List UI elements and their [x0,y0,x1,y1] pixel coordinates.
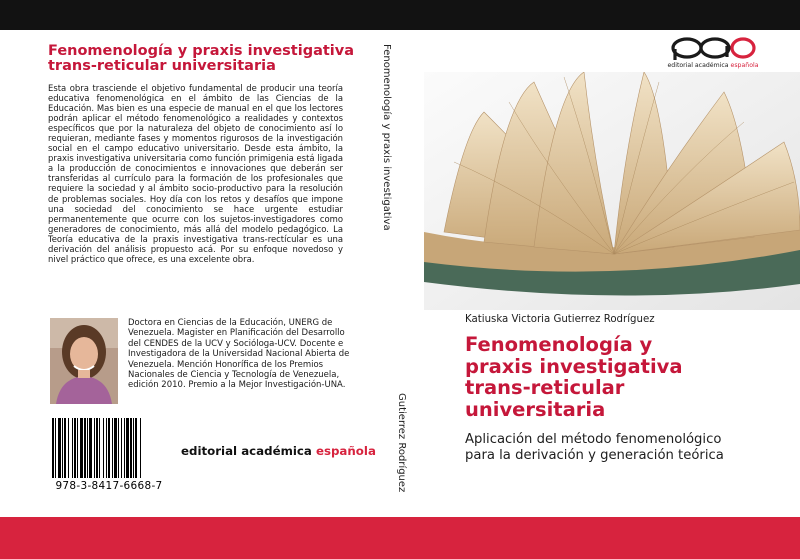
front-subtitle [465,432,785,464]
back-title-line-1: Fenomenología y praxis investigativa [48,43,355,59]
back-cover-blurb: Esta obra trasciende el objetivo fundamental de producir una teoría educativa fenomenológica en el ámbito de las Ciencias de la Educación. Mas bien es una especie de manual en el que los lectores podrán aplicar el método fenomenológico a realidades y contextos específicos que por la naturaleza del objeto de conocimiento así lo requieran, mediante fases y momentos rigurosos de la investigación social en el campo educativo universitario. Desde esta ámbito, la praxis investigativa universitaria como función primigenia está ligada a la producción de conocimientos e innovaciones que deberán ser transferidas al currículo para la formación de los profesionales que requiere la sociedad y al ámbito socio-productivo para la resolución de problemas sociales. Hoy día con los retos y desafíos que impone una sociedad del conocimiento se hace urgente estudiar permanentemente que ocurre con los sujetos-investigadores como generadores de conocimiento, más allá del modelo pedagógico. La Teoría educativa de la praxis investigativa trans-rectícular es una derivación del análisis propuesto acá. Por su enfoque novedoso y nivel práctico que ofrece, es una excelente obra. [48,83,343,264]
front-author: Katiuska Victoria Gutierrez Rodríguez [465,314,655,325]
front-title-line-4: universitaria [465,397,606,421]
isbn-barcode [50,418,168,480]
isbn-number: 978-3-8417-6668-7 [55,480,163,492]
top-bar [0,0,800,30]
front-title-line-1: Fenomenología y [465,333,653,356]
cover-photo-open-book [424,72,800,310]
spine-title-text: Fenomenología y praxis investigativa [381,44,392,231]
front-subtitle-line-2: para la derivación y generación teórica [465,448,724,463]
publisher-name-part-1: editorial académica [181,444,316,458]
publisher-name-part-2: española [315,444,376,458]
bottom-bar [0,517,800,559]
logo-text-part-1: editorial académica [667,62,731,69]
author-bio: Doctora en Ciencias de la Educación, UNERG de Venezuela. Magister en Planificación del Desarrollo del CENDES de la UCV y Socióloga-UCV. Docente e Investigadora de la Universidad Nacional Abierta de Venezuela. Mención Honorífica de los Premios Nacionales de Ciencia y Tecnología de Venezuela, edición 2010. Premio a la Mejor Investigación-UNA. [128,318,350,391]
logo-text [663,62,763,69]
spine-author-text: Gutierrez Rodríguez [396,393,407,493]
spine-title [378,44,392,284]
back-cover-title [48,44,358,74]
back-title-line-2: trans-reticular universitaria [48,58,276,74]
publisher-name-back [181,444,376,458]
spine-author [393,393,407,493]
front-title-line-2: praxis investigativa [465,354,683,378]
front-subtitle-line-1: Aplicación del método fenomenológico [465,432,722,447]
logo-text-part-2: española [730,62,759,69]
front-title [465,334,765,420]
front-title-line-3: trans-reticular [465,376,625,399]
author-photo [50,318,118,404]
